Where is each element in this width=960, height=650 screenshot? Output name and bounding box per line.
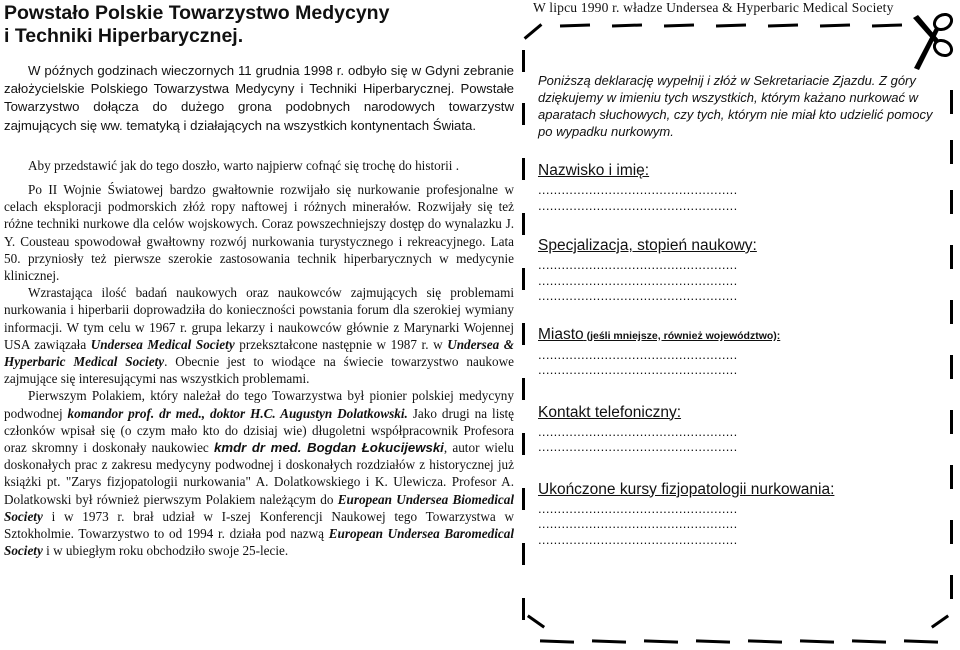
title-line-2: i Techniki Hiperbarycznej.: [4, 25, 244, 47]
article-body: [4, 157, 514, 560]
border-dash: [540, 639, 574, 643]
border-dash: [950, 90, 953, 114]
paragraph-3: [4, 284, 514, 387]
form-field-label: [538, 402, 948, 424]
form-field: [538, 160, 948, 213]
p4-text-2: Jako drugi na listę członków wpisał się (o czym mało kto do dzisiaj wie) długoletni współpracownik Profesora oraz skromny i doskonały naukowiec: [4, 405, 515, 456]
border-dash: [522, 268, 525, 290]
border-dash: [800, 639, 834, 643]
border-dash: [950, 190, 953, 214]
border-dash: [950, 520, 953, 544]
fill-in-line[interactable]: ...................................................: [538, 346, 738, 362]
border-dash: [522, 323, 525, 345]
border-dash: [931, 615, 949, 629]
border-dash: [820, 23, 850, 27]
fill-in-line[interactable]: ...................................................: [538, 288, 738, 303]
fill-in-line[interactable]: ...................................................: [538, 362, 738, 377]
field-label-text: Ukończone kursy fizjopatologii nurkowania: [538, 480, 831, 498]
border-dash: [527, 615, 545, 629]
border-dash: [950, 465, 953, 489]
field-label-text: Kontakt telefoniczny:: [538, 403, 682, 421]
border-dash: [522, 213, 525, 235]
border-dash: [664, 23, 694, 27]
form-field-label: [538, 235, 948, 257]
field-label-text: Nazwisko i imię:: [538, 162, 650, 179]
title-line-1: Powstało Polskie Towarzystwo Medycyny: [4, 2, 390, 24]
border-dash: [950, 140, 953, 164]
border-dash: [950, 355, 953, 379]
border-dash: [522, 103, 525, 125]
fill-in-line[interactable]: ...................................................: [538, 272, 738, 288]
fill-in-line[interactable]: ...................................................: [538, 197, 738, 213]
intro-paragraph: W późnych godzinach wieczornych 11 grudnia 1998 r. odbyło się w Gdyni zebranie założycielskie Polskiego Towarzystwa Medycyny i Techniki Hiperbarycznej. Powstałe Towarzystwo dołącza do dużego grona podobnych narodowych towarzystw zajmujących się ww. tematyką i działających na wszystkich kontynentach Świata.: [4, 63, 514, 133]
p3-society-name-2: Undersea & Hyperbaric Medical Society: [4, 336, 515, 370]
declaration-form: [538, 72, 948, 547]
p3-text: Wzrastająca ilość badań naukowych oraz naukowców zajmujących się problemami nurkowania i hiperbarii doprowadziła do konieczności powstania forum dla szerokiej wymiany informacji. W tym celu w 1967 r. grupa lekarzy i naukowców głównie z Marynarki Wojennej USA zawiązała: [4, 285, 514, 352]
form-note: Poniższą deklarację wypełnij i złóż w Sekretariacie Zjazdu. Z góry dziękujemy w imieniu tych wszystkich, którym każano nurkować w aparatach słuchowych, czy tych, którym nie miał kto udzielić pomocy po wypadku nurkowym.: [538, 73, 933, 139]
article: [4, 2, 514, 559]
border-dash: [950, 410, 953, 434]
border-dash: [768, 23, 798, 27]
top-line-society: Undersea & Hyperbaric Medical Society: [666, 0, 894, 15]
border-dash: [522, 433, 525, 455]
paragraph-2: Po II Wojnie Światowej bardzo gwałtownie rozwijało się nurkowanie profesjonalne w celach eksploracji podmorskich złóż ropy naftowej i różnych minerałów. Rozwijały się też różne techniki nurkowe dla celów wojskowych. Coraz powszechniejszy dostęp do wynalazku J. Y. Cousteau spowodował gwałtowny rozwój nurkowania turystycznego i rekreacyjnego. Lata 50. przyniosły też pierwsze szerokie zastosowania technik hiperbarycznych w medycynie klinicznej.: [4, 182, 514, 284]
border-dash: [852, 639, 886, 643]
border-dash: [644, 639, 678, 643]
form-field-label: [538, 324, 948, 347]
fill-in-line[interactable]: ...................................................: [538, 516, 738, 531]
border-dash: [560, 23, 590, 27]
border-dash: [522, 378, 525, 400]
fill-in-line[interactable]: ...................................................: [538, 423, 738, 439]
scissors-icon: [910, 8, 956, 74]
fill-in-line[interactable]: ...................................................: [538, 500, 738, 516]
p3-text-3: . Obecnie jest to wiodące na świecie towarzystwo naukowe zajmujące się interesującymi nas wszystkich problemami.: [4, 354, 514, 387]
form-field: [538, 479, 948, 548]
p3-society-name: Undersea Medical Society: [90, 336, 235, 352]
border-dash: [522, 50, 525, 72]
p4-text: Pierwszym Polakiem, który należał do tego Towarzystwa był pionier polskiej medycyny podwodnej: [4, 388, 514, 421]
form-fields: [538, 160, 948, 547]
p4-text-4: i w 1973 r. brał udział w I-szej Konferencji Naukowej tego Towarzystwa w Sztokholmie. Towarzystwo to od 1994 r. działa pod nazwą: [4, 508, 514, 542]
p4-text-3: , autor wielu doskonałych prac z zakresu medycyny podwodnej i doskonałych rozdziałów z historycznej już książki pt. "Zarys fizjopatologii nurkowania" A. Dolatkowskiego i K. Ulewicza. Profesor A. Dolatkowski był również pierwszym Polakiem należącym do: [4, 440, 514, 507]
fill-in-line[interactable]: ...................................................: [538, 531, 738, 547]
border-dash: [592, 639, 626, 643]
border-dash: [522, 598, 525, 620]
fill-in-line[interactable]: ...................................................: [538, 257, 738, 272]
field-label-suffix: :: [830, 480, 835, 498]
border-dash: [522, 543, 525, 565]
border-dash: [950, 245, 953, 269]
paragraph-4: [4, 387, 514, 559]
p4-name-2: kmdr dr med. Bogdan Łokucijewski: [214, 440, 444, 456]
form-field-label: [538, 479, 948, 501]
fill-in-line[interactable]: ...................................................: [538, 439, 738, 454]
form-field: [538, 402, 948, 455]
field-label-text: Specjalizacja, stopień naukowy:: [538, 237, 757, 254]
p3-text-2: przekształcone następnie w 1987 r. w: [234, 336, 448, 352]
form-field-label: [538, 160, 948, 182]
p4-text-5: i w ubiegłym roku obchodziło swoje 25-lecie.: [42, 543, 289, 559]
form-field: [538, 235, 948, 304]
border-dash: [696, 639, 730, 643]
border-dash: [748, 639, 782, 643]
paragraph-1: Aby przedstawić jak do tego doszło, warto najpierw cofnąć się trochę do historii .: [28, 157, 460, 173]
border-dash: [872, 23, 902, 27]
fill-in-line[interactable]: ...................................................: [538, 182, 738, 197]
border-dash: [904, 639, 938, 643]
border-dash: [522, 158, 525, 180]
article-title: [4, 2, 514, 48]
p4-society-2: European Undersea Baromedical Society: [4, 526, 514, 559]
top-line-text: W lipcu 1990 r. władze: [533, 0, 667, 15]
border-dash: [950, 300, 953, 324]
border-dash: [524, 23, 543, 39]
border-dash: [950, 575, 953, 599]
border-dash: [612, 23, 642, 27]
field-label-text: Miasto: [538, 325, 584, 343]
p4-name-1: komandor prof. dr med., doktor H.C. Augustyn Dolatkowski.: [67, 405, 408, 421]
p4-society-1: European Undersea Biomedical Society: [4, 491, 514, 524]
border-dash: [522, 488, 525, 510]
field-label-hint: (jeśli mniejsze, również województwo):: [583, 329, 781, 342]
border-dash: [716, 23, 746, 27]
right-top-line: [533, 0, 958, 16]
form-field: [538, 324, 948, 378]
